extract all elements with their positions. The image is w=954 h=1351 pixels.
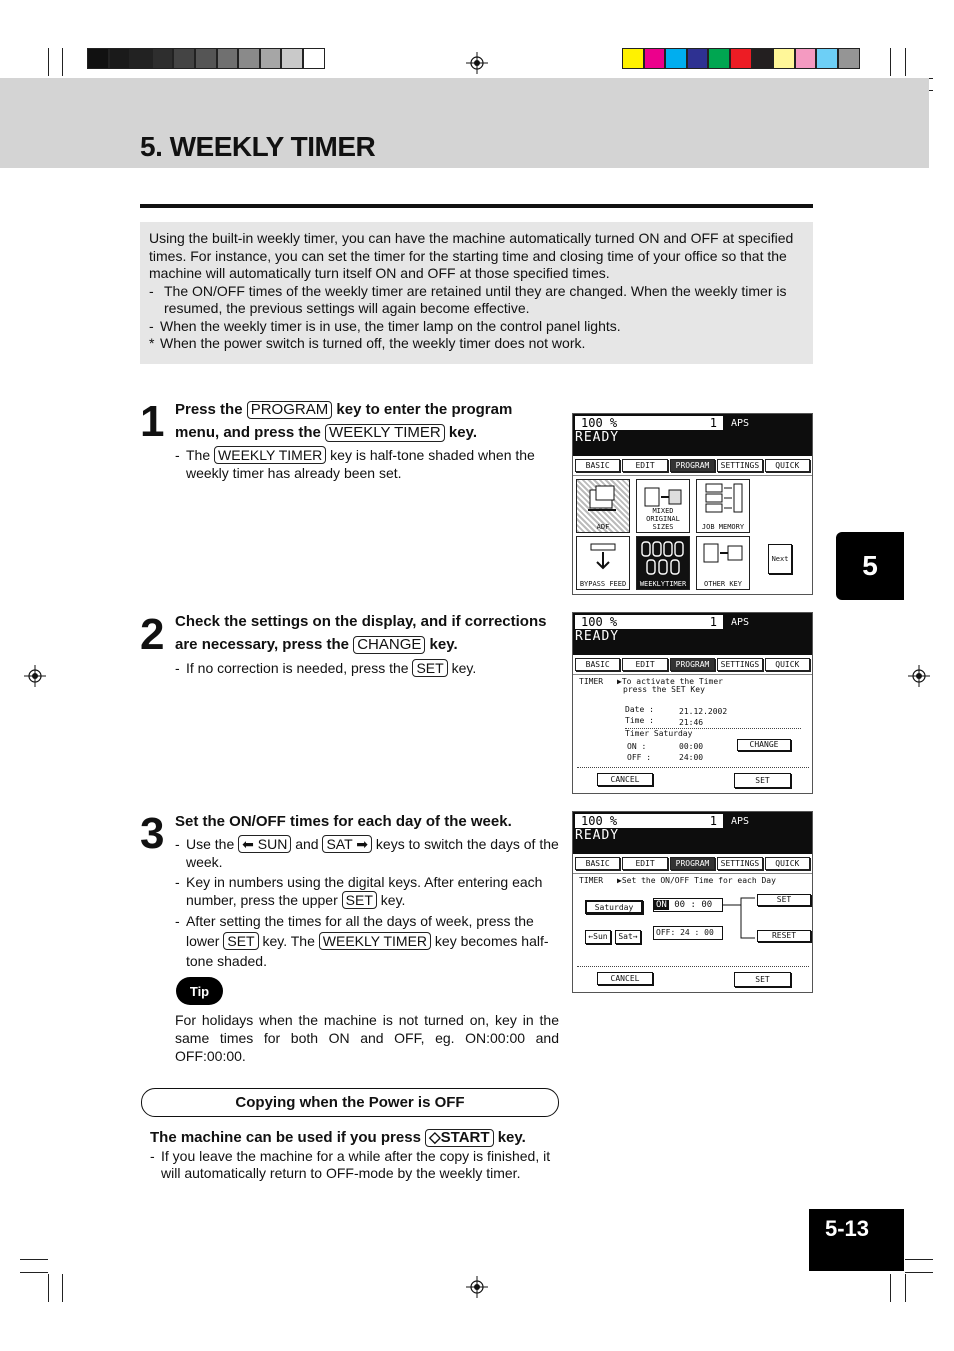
set-button[interactable]: SET [734, 773, 791, 788]
tab-settings[interactable]: SETTINGS [717, 658, 762, 671]
gray-swatch [87, 48, 109, 69]
tab-basic[interactable]: BASIC [575, 459, 620, 472]
crop-mark [905, 1274, 906, 1302]
gray-swatch [130, 48, 152, 69]
on-time-field[interactable] [653, 898, 723, 912]
power-off-instruction: The machine can be used if you press ◇START key. [150, 1129, 526, 1146]
adf-button[interactable]: ADF [576, 479, 630, 533]
gray-swatch [109, 48, 131, 69]
cancel-button[interactable]: CANCEL [597, 972, 653, 985]
weekly-timer-button[interactable]: WEEKLYTIMER [636, 536, 690, 590]
tab-edit[interactable]: EDIT [622, 857, 667, 870]
set-key: SET [342, 891, 377, 909]
lower-set-button[interactable]: SET [734, 972, 791, 987]
color-swatch [730, 48, 752, 69]
gray-swatch [195, 48, 217, 69]
sun-key: ⬅ SUN [238, 835, 291, 853]
intro-item [149, 318, 804, 336]
on-time-value: 00 : 00 [674, 900, 713, 910]
crop-mark [48, 48, 49, 76]
on-label: ON [656, 900, 667, 910]
bypass-feed-button[interactable]: BYPASS FEED [576, 536, 630, 590]
tab-basic[interactable]: BASIC [575, 658, 620, 671]
crop-mark [905, 1259, 933, 1260]
date-label: Date : [625, 705, 654, 714]
timer-message: press the SET Key [623, 685, 705, 694]
document-feeder-icon [586, 484, 620, 514]
off-label: OFF : [627, 753, 652, 762]
color-swatch [687, 48, 709, 69]
step3-heading: Set the ON/OFF times for each day of the week. [175, 813, 512, 830]
color-swatch [644, 48, 666, 69]
step3-note: - Use the ⬅ SUN and SAT ➡ keys to switch the days of the week. [175, 836, 559, 870]
lcd-ready: READY [575, 828, 620, 843]
crop-mark [48, 1274, 49, 1302]
power-off-heading: Copying when the Power is OFF [141, 1088, 559, 1117]
bypass-feed-icon [583, 540, 623, 574]
start-key: ◇START [425, 1129, 493, 1147]
off-time: 24:00 [679, 753, 704, 762]
timer-day: Timer Saturday [625, 729, 693, 738]
lcd-aps: APS [731, 418, 750, 429]
tab-settings[interactable]: SETTINGS [717, 459, 762, 472]
color-swatch [622, 48, 644, 69]
page-number: 5-13 [809, 1209, 904, 1271]
tab-quick[interactable]: QUICK [765, 459, 810, 472]
crop-mark [905, 48, 906, 76]
step-number: 1 [140, 397, 165, 446]
crop-mark [905, 1272, 933, 1273]
set-key: SET [412, 659, 447, 677]
lcd-copy-bar: 100 % 1 [575, 615, 723, 629]
step1-note: - The WEEKLY TIMER key is half-tone shaded when the weekly timer has already been set. [175, 447, 535, 481]
color-swatch [795, 48, 817, 69]
color-swatch [708, 48, 730, 69]
color-swatch [752, 48, 774, 69]
registration-mark-icon [466, 52, 488, 74]
step-number: 2 [140, 610, 165, 659]
chapter-tab: 5 [836, 532, 904, 600]
other-key-icon [700, 540, 746, 574]
color-swatch [816, 48, 838, 69]
upper-set-button[interactable]: SET [757, 894, 811, 906]
lcd-copy-bar: 100 % 1 [575, 416, 723, 430]
step2-heading: Check the settings on the display, and if corrections are necessary, press the CHANGE key. [175, 613, 547, 653]
divider [577, 767, 809, 768]
intro-item-text: When the weekly timer is in use, the timer lamp on the control panel lights. [160, 317, 621, 334]
day-display: Saturday [585, 900, 643, 914]
tab-settings[interactable]: SETTINGS [717, 857, 762, 870]
reset-button[interactable]: RESET [757, 930, 811, 942]
lcd-screen-program-menu [572, 413, 813, 595]
color-swatch [838, 48, 860, 69]
intro-item-text: The ON/OFF times of the weekly timer are retained until they are changed. When the weekly timer is resumed, the previous settings will again become effective. [164, 282, 787, 316]
other-key-button[interactable]: OTHER KEY [696, 536, 750, 590]
bullet-mark: - [149, 282, 154, 299]
weekly-timer-key: WEEKLY TIMER [325, 424, 445, 442]
tab-edit[interactable]: EDIT [622, 459, 667, 472]
timer-check-panel [573, 675, 812, 793]
date-value: 21.12.2002 [679, 707, 728, 716]
color-swatch [665, 48, 687, 69]
on-time: 00:00 [679, 742, 704, 751]
tab-program[interactable]: PROGRAM [670, 459, 715, 472]
cancel-button[interactable]: CANCEL [597, 773, 653, 786]
lcd-copy-bar: 100 % 1 [575, 814, 723, 828]
set-key: SET [223, 932, 258, 950]
job-memory-button[interactable]: JOB MEMORY [696, 479, 750, 533]
tab-basic[interactable]: BASIC [575, 857, 620, 870]
step-number: 3 [140, 809, 165, 858]
crop-mark [890, 48, 891, 76]
lcd-tabs [573, 655, 812, 675]
time-value: 21:46 [679, 718, 704, 727]
time-label: Time : [625, 716, 654, 725]
crop-mark [62, 1274, 63, 1302]
lcd-tabs [573, 456, 812, 476]
tip-text: For holidays when the machine is not turned on, key in the same times for both ON and OFF, eg. ON:00:00 and OFF:00:00. [175, 1012, 559, 1064]
gray-swatch [238, 48, 260, 69]
crop-mark [890, 1274, 891, 1302]
registration-mark-icon [466, 1276, 488, 1298]
timer-digits-icon [639, 539, 687, 577]
tab-quick[interactable]: QUICK [765, 857, 810, 870]
timer-message: ▶Set the ON/OFF Time for each Day [617, 876, 776, 885]
tab-program[interactable]: PROGRAM [670, 857, 715, 870]
divider [577, 966, 809, 967]
sat-key: SAT ➡ [322, 835, 372, 853]
tip-badge: Tip [176, 977, 223, 1005]
step1-heading: Press the PROGRAM key to enter the program menu, and press the WEEKLY TIMER key. [175, 401, 513, 441]
registration-mark-icon [24, 665, 46, 687]
off-time-field[interactable]: OFF: 24 : 00 [653, 926, 723, 940]
mixed-original-sizes-button[interactable]: MIXED ORIGINAL SIZES [636, 479, 690, 533]
timer-label: TIMER [579, 876, 604, 885]
power-off-note: - If you leave the machine for a while after the copy is finished, it will automatically return to OFF-mode by the weekly timer. [150, 1148, 551, 1181]
gray-swatch [303, 48, 325, 69]
crop-mark [62, 48, 63, 76]
bullet-mark: - [149, 317, 154, 334]
intro-box [140, 222, 813, 364]
gray-swatch [217, 48, 239, 69]
gray-swatch [281, 48, 303, 69]
registration-mark-icon [908, 665, 930, 687]
program-key: PROGRAM [247, 401, 333, 419]
crop-mark [20, 1272, 48, 1273]
timer-label: TIMER [579, 677, 604, 686]
weekly-timer-key: WEEKLY TIMER [319, 932, 431, 950]
page-title: 5. WEEKLY TIMER [140, 131, 376, 162]
sat-button[interactable]: Sat→ [615, 930, 641, 944]
step3-note: - After setting the times for all the days of week, press the lower SET key. The WEEKLY TIMER key becomes half-tone shaded. [175, 913, 549, 969]
intro-item-text: When the power switch is turned off, the weekly timer does not work. [160, 335, 586, 351]
bullet-mark: * [149, 335, 155, 351]
intro-item [149, 335, 804, 353]
next-button[interactable]: Next [768, 544, 792, 574]
tab-quick[interactable]: QUICK [765, 658, 810, 671]
color-swatch [773, 48, 795, 69]
tab-program[interactable]: PROGRAM [670, 658, 715, 671]
lcd-ready: READY [575, 629, 620, 644]
weekly-timer-key: WEEKLY TIMER [214, 446, 326, 464]
lcd-status [573, 812, 812, 854]
lcd-aps: APS [731, 816, 750, 827]
gray-swatch [260, 48, 282, 69]
timer-set-panel [573, 874, 812, 992]
crop-mark [20, 1259, 48, 1260]
timer-message: ▶To activate the Timer [617, 677, 723, 686]
gray-swatch [152, 48, 174, 69]
lcd-status [573, 414, 812, 456]
tab-edit[interactable]: EDIT [622, 658, 667, 671]
intro-item [149, 283, 804, 318]
lcd-screen-timer-check [572, 612, 813, 794]
gray-swatch [173, 48, 195, 69]
sun-button[interactable]: ←Sun [585, 930, 611, 944]
intro-paragraph: Using the built-in weekly timer, you can have the machine automatically turned ON and OFF at specified times. For instance, you can set the timer for the starting time and closing time of your office so that the machine will automatically turn itself ON and OFF at those specified times. [149, 230, 794, 281]
title-rule [140, 204, 813, 208]
step3-note: - Key in numbers using the digital keys. After entering each number, press the upper SET key. [175, 874, 543, 908]
lcd-screen-timer-set [572, 811, 813, 993]
step3-notes [175, 835, 559, 971]
lcd-status [573, 613, 812, 655]
program-icon-grid [573, 476, 812, 594]
change-button[interactable]: CHANGE [737, 739, 791, 751]
lcd-tabs [573, 854, 812, 874]
on-label: ON : [627, 742, 647, 751]
lcd-aps: APS [731, 617, 750, 628]
job-memory-icon [700, 482, 746, 516]
step2-note: - If no correction is needed, press the SET key. [175, 660, 477, 676]
change-key: CHANGE [353, 636, 425, 654]
lcd-ready: READY [575, 430, 620, 445]
